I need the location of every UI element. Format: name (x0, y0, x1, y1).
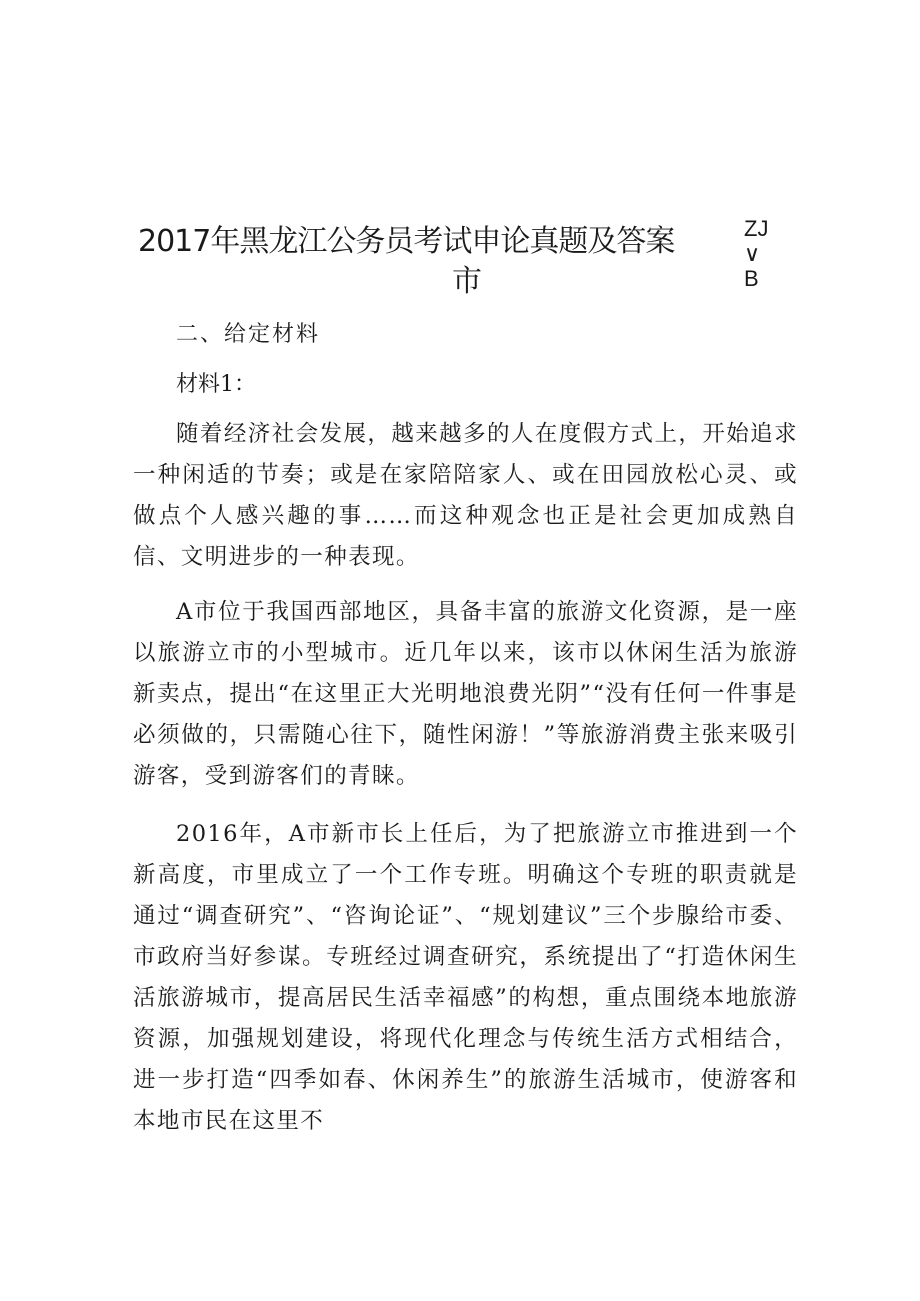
paragraph: 随着经济社会发展，越来越多的人在度假方式上，开始追求一种闲适的节奏；或是在家陪陪家人、或在田园放松心灵、或做点个人感兴趣的事……而这种观念也正是社会更加成熟自信、文明进步的一种表现。 (133, 421, 798, 570)
paragraph: A市位于我国西部地区，具备丰富的旅游文化资源，是一座以旅游立市的小型城市。近几年以来，该市以休闲生活为旅游新卖点，提出“在这里正大光明地浪费光阴”“没有任何一件事是必须做的，只需随心往下，随性闲游！”等旅游消费主张来吸引游客，受到游客们的青睐。 (133, 599, 798, 789)
paragraph: 2016年，A市新市长上任后，为了把旅游立市推进到一个新高度，市里成立了一个工作专班。明确这个专班的职责就是通过“调查研究”、“咨询论证”、“规划建议”三个步腺给市委、市政府当好参谋。专班经过调查研究，系统提出了“打造休闲生活旅游城市，提高居民生活幸福感”的构想，重点围绕本地旅游资源，加强规划建设，将现代化理念与传统生活方式相结合，进一步打造“四季如春、休闲养生”的旅游生活城市，使游客和本地市民在这里不 (133, 821, 798, 1134)
material-label: 材料1： (176, 372, 256, 397)
side-code-line: ∨ (744, 241, 761, 266)
side-code (744, 216, 784, 291)
section-heading: 二、给定材料 (176, 322, 321, 347)
document-title: 2017年黑龙江公务员考试申论真题及答案 (138, 224, 675, 259)
side-code-line: B (744, 266, 759, 291)
side-code-line: ZJ (744, 216, 769, 241)
document-title-continuation: 市 (452, 264, 482, 299)
